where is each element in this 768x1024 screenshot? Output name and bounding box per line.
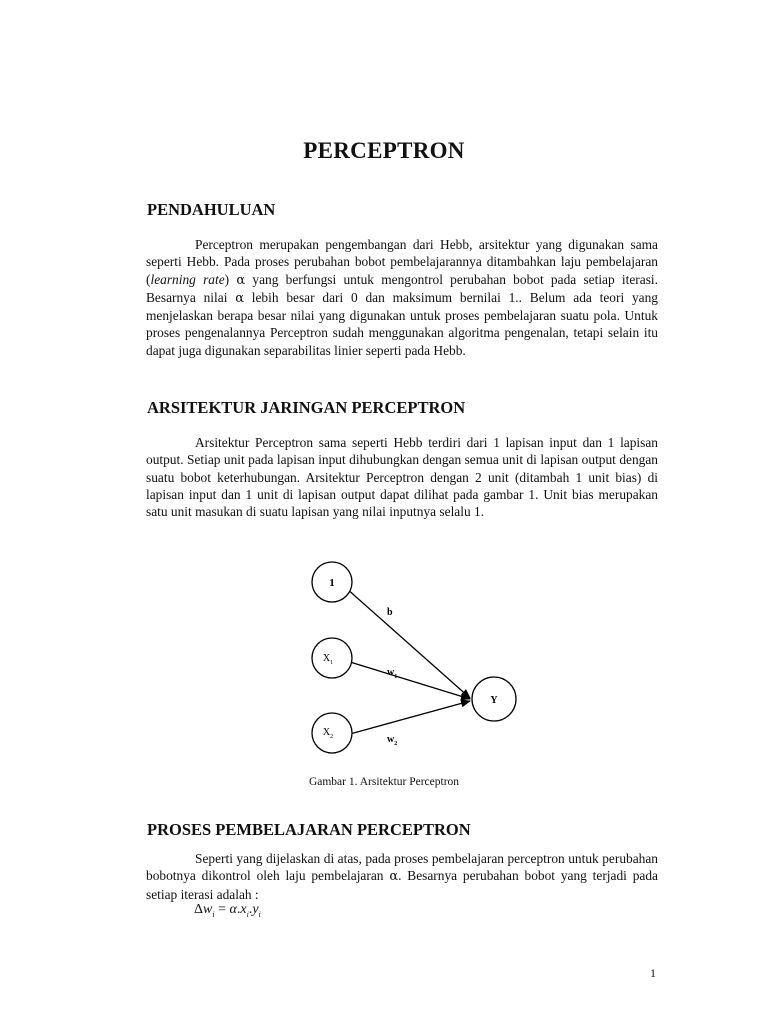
pendahuluan-text-c: yang berfungsi untuk mengontrol perubahan bobot pada setiap iterasi. Besarnya nilai (146, 271, 658, 305)
node-x1 (312, 638, 352, 678)
edge-bias-to-y (346, 588, 470, 698)
pendahuluan-text-b: ) (224, 271, 237, 287)
proses-text-b: . Besarnya perubahan bobot yang terjadi pada setiap iterasi adalah : (146, 868, 658, 902)
edge-x2-to-y (350, 701, 470, 734)
edge-b-label: b (387, 607, 393, 618)
learning-rate-term: learning rate (150, 271, 225, 287)
alpha-symbol: α (235, 290, 244, 306)
figure-caption: Gambar 1. Arsitektur Perceptron (308, 776, 460, 788)
node-x2 (312, 713, 352, 753)
alpha-symbol: α (236, 272, 246, 288)
weight-update-formula: $\Delta w_i = \alpha.x_i.y_i$ (194, 902, 261, 919)
heading-arsitektur: ARSITEKTUR JARINGAN PERCEPTRON (147, 398, 466, 417)
node-bias-label: 1 (329, 577, 335, 589)
pendahuluan-text-d: lebih besar dari 0 dan maksimum bernilai 1.. Belum ada teori yang menjelaskan berapa besar nilai yang digunakan untuk proses pembelajaran suatu pola. Untuk proses pengenalannya Perceptron sudah menggunakan algoritma pengenalan, tetapi selain itu dapat juga digunakan separabilitas linier seperti pada Hebb. (146, 289, 658, 358)
paragraph-pendahuluan (146, 236, 658, 359)
heading-proses: PROSES PEMBELAJARAN PERCEPTRON (147, 820, 471, 839)
proses-text-a: Seperti yang dijelaskan di atas, pada proses pembelajaran perceptron untuk perubahan bobotnya dikontrol oleh laju pembelajaran (146, 851, 658, 884)
page-number: 1 (650, 966, 656, 980)
edge-w2-label: $w_2$ (387, 734, 398, 747)
alpha-symbol: α (389, 869, 399, 885)
node-y-label: Y (490, 695, 498, 706)
node-x2-label: $X_2$ (322, 727, 334, 740)
paragraph-proses (146, 850, 658, 903)
edge-w1-label: $w_1$ (387, 667, 398, 680)
heading-pendahuluan: PENDAHULUAN (147, 200, 276, 219)
node-x1-label: $X_1$ (322, 653, 334, 666)
page-title: PERCEPTRON (303, 138, 465, 163)
pendahuluan-text-a: Perceptron merupakan pengembangan dari Hebb, arsitektur yang digunakan sama seperti Hebb. Pada proses perubahan bobot pembelajarannya ditambahkan laju pembelajaran ( (146, 237, 658, 287)
perceptron-architecture-diagram (300, 556, 540, 756)
edge-x1-to-y (350, 662, 470, 699)
paragraph-arsitektur: Arsitektur Perceptron sama seperti Hebb terdiri dari 1 lapisan input dan 1 lapisan output. Setiap unit pada lapisan input dihubungkan dengan semua unit di lapisan output dengan suatu bobot keterhubungan. Arsitektur Perceptron dengan 2 unit (ditambah 1 unit bias) di lapisan input dan 1 unit di lapisan output dapat dilihat pada gambar 1. Unit bias merupakan satu unit masukan di suatu lapisan yang nilai inputnya selalu 1. (146, 435, 658, 520)
